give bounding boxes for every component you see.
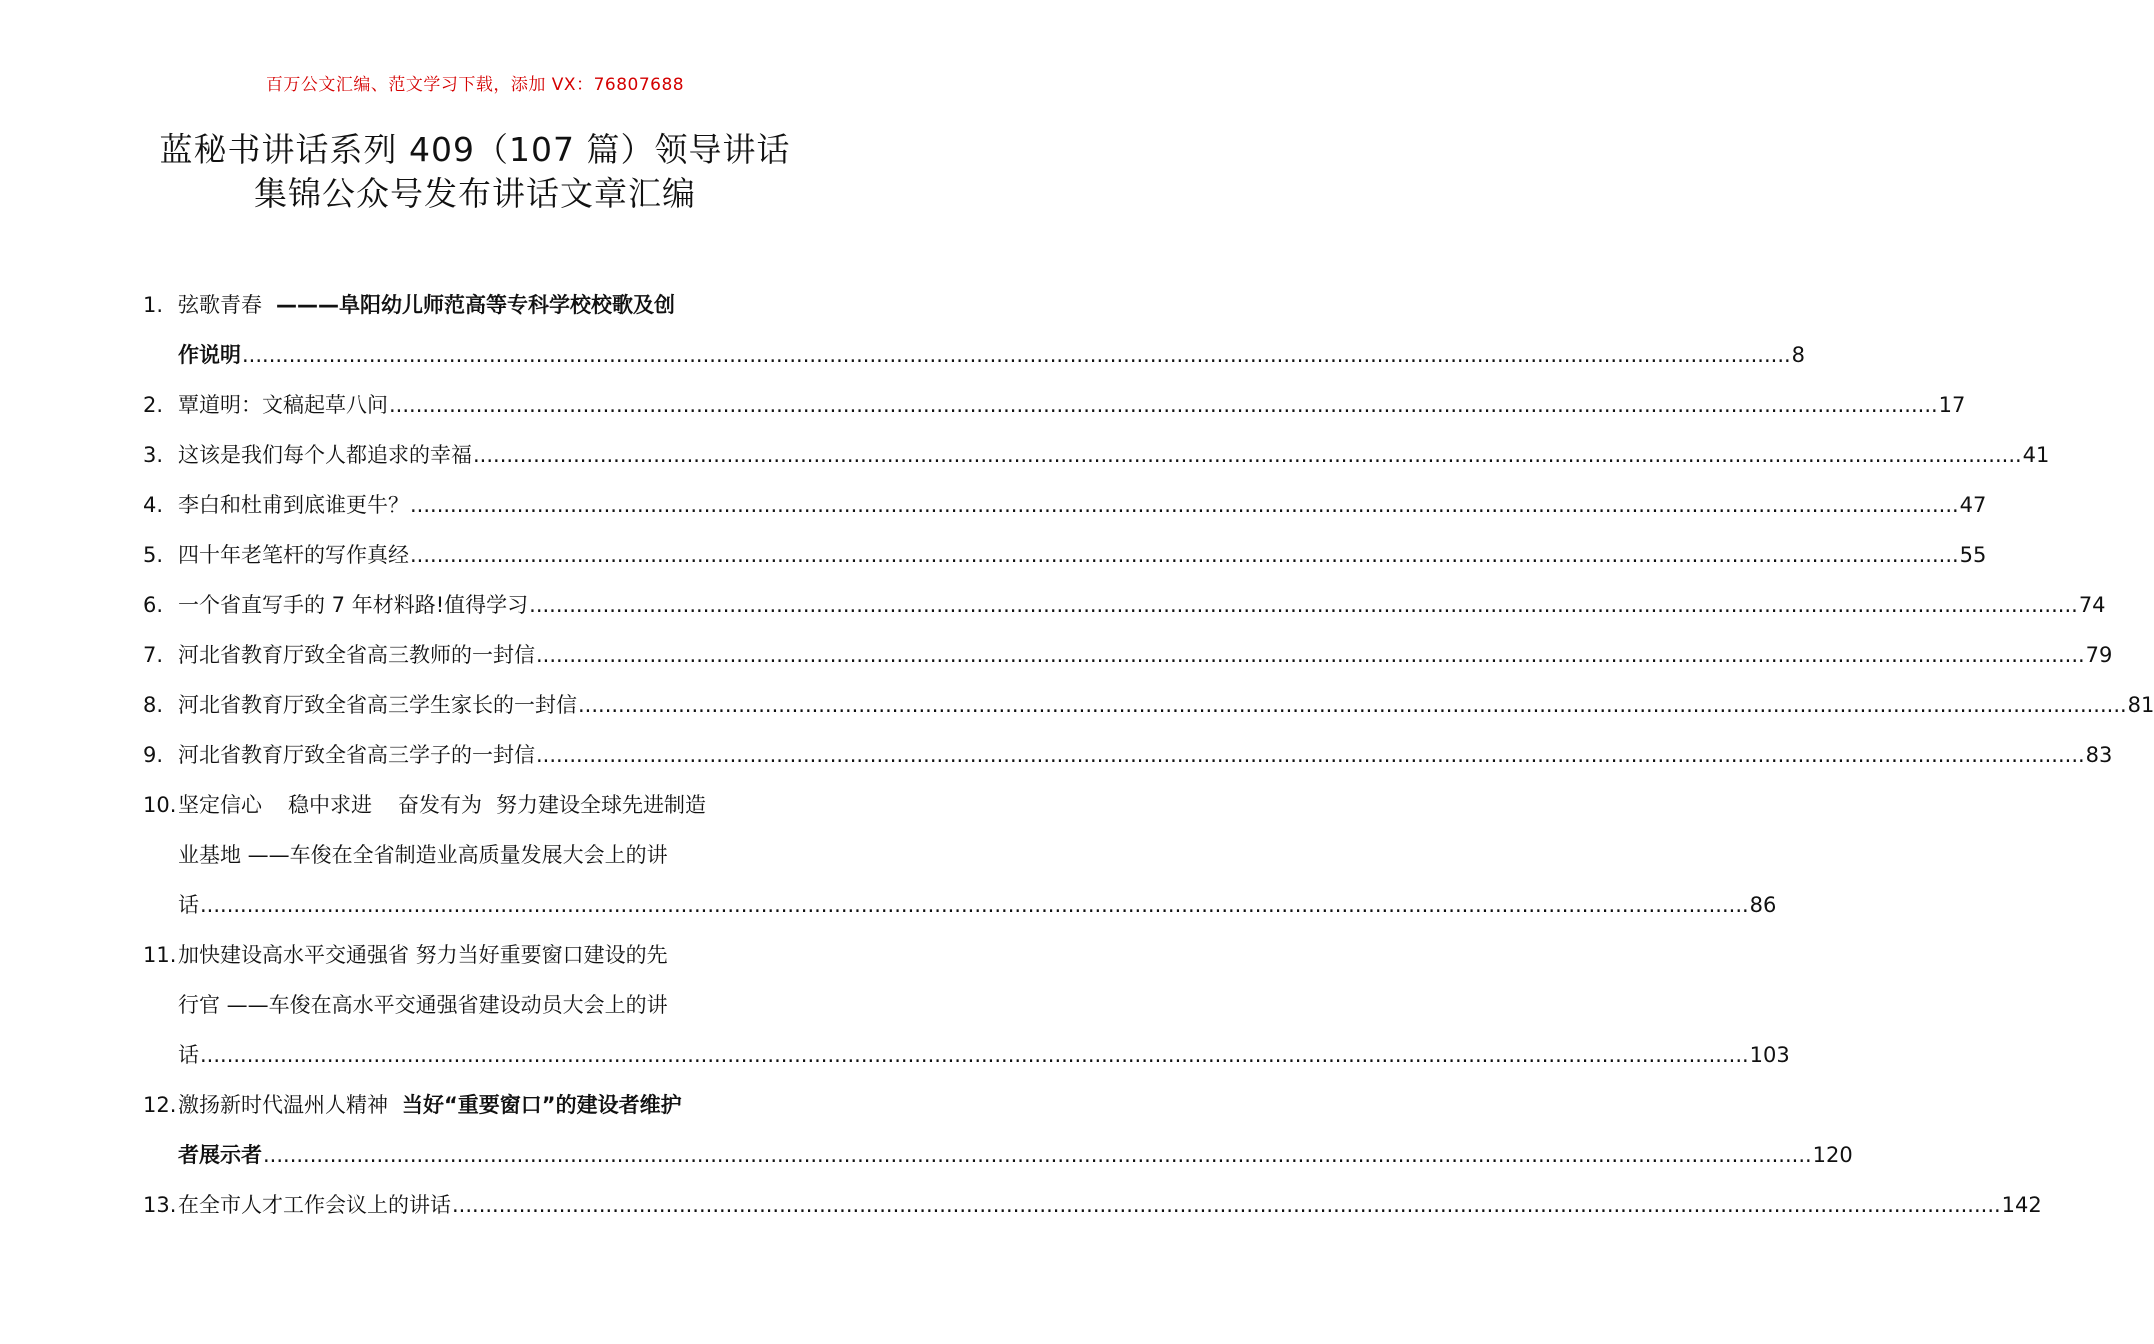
toc-number: 2.: [143, 393, 164, 417]
dot-leader: [242, 330, 1791, 380]
toc-title: 河北省教育厅致全省高三学生家长的一封信: [178, 693, 577, 717]
toc-entry[interactable]: [143, 430, 2050, 480]
toc-page-number: 142: [2001, 1193, 2042, 1217]
toc-number: 12.: [143, 1093, 177, 1117]
toc-title-part: ———阜阳幼儿师范高等专科学校校歌及创: [276, 293, 675, 317]
toc-page-number: 120: [1812, 1143, 1853, 1167]
toc-title-part: 话: [178, 893, 199, 917]
table-of-contents: [143, 280, 2154, 1230]
toc-entry[interactable]: [143, 380, 1966, 430]
watermark-header: 百万公文汇编、范文学习下载，添加 VX：76807688: [265, 75, 685, 95]
toc-title-part: 奋发有为: [398, 793, 482, 817]
toc-number: 3.: [143, 443, 164, 467]
dot-leader: [410, 480, 1959, 530]
toc-page-number: 17: [1938, 393, 1966, 417]
toc-title-part: 弦歌青春: [178, 293, 262, 317]
toc-number: 8.: [143, 693, 164, 717]
dot-leader: [452, 1180, 2001, 1230]
toc-number: 4.: [143, 493, 164, 517]
toc-title: 在全市人才工作会议上的讲话: [178, 1193, 451, 1217]
toc-title-part: 者展示者: [178, 1143, 262, 1167]
toc-page-number: 74: [2078, 593, 2106, 617]
toc-title-part: 当好“重要窗口”的建设者维护: [402, 1093, 682, 1117]
dot-leader: [200, 1030, 1749, 1080]
dot-leader: [536, 630, 2085, 680]
toc-entry[interactable]: [143, 580, 2106, 630]
toc-page-number: 81: [2127, 693, 2154, 717]
toc-title-part: 激扬新时代温州人精神: [178, 1093, 388, 1117]
toc-title: 河北省教育厅致全省高三教师的一封信: [178, 643, 535, 667]
toc-number: 9.: [143, 743, 164, 767]
toc-number: 13.: [143, 1193, 177, 1217]
toc-entry[interactable]: [143, 680, 2154, 730]
toc-number: 5.: [143, 543, 164, 567]
toc-number: 7.: [143, 643, 164, 667]
toc-title: 河北省教育厅致全省高三学子的一封信: [178, 743, 535, 767]
toc-entry[interactable]: [143, 280, 1806, 380]
dot-leader: [200, 880, 1749, 930]
toc-page-number: 41: [2022, 443, 2050, 467]
toc-page-number: 55: [1959, 543, 1987, 567]
toc-title: 这该是我们每个人都追求的幸福: [178, 443, 472, 467]
toc-title: 四十年老笔杆的写作真经: [178, 543, 409, 567]
dot-leader: [389, 380, 1938, 430]
toc-title: 李白和杜甫到底谁更牛？: [178, 493, 409, 517]
toc-title: 一个省直写手的 7 年材料路!值得学习: [178, 593, 529, 617]
toc-entry[interactable]: [143, 530, 1987, 580]
toc-number: 10.: [143, 793, 177, 817]
toc-entry[interactable]: [143, 780, 1777, 930]
title-line-1: 蓝秘书讲话系列 409（107 篇）领导讲话: [159, 130, 791, 169]
toc-page-number: 83: [2085, 743, 2113, 767]
document-title: [0, 128, 950, 216]
toc-title-part: 话: [178, 1043, 199, 1067]
toc-page-number: 86: [1749, 893, 1777, 917]
dot-leader: [578, 680, 2127, 730]
toc-title-part: 业基地 ——车俊在全省制造业高质量发展大会上的讲: [178, 843, 668, 867]
toc-number: 11.: [143, 943, 177, 967]
toc-page-number: 79: [2085, 643, 2113, 667]
dot-leader: [263, 1130, 1812, 1180]
dot-leader: [536, 730, 2085, 780]
toc-title-part: 努力建设全球先进制造: [496, 793, 706, 817]
toc-entry[interactable]: [143, 480, 1987, 530]
toc-number: 1.: [143, 293, 164, 317]
toc-number: 6.: [143, 593, 164, 617]
toc-page-number: 103: [1749, 1043, 1790, 1067]
toc-page-number: 47: [1959, 493, 1987, 517]
toc-page-number: 8: [1791, 343, 1806, 367]
toc-entry[interactable]: [143, 630, 2113, 680]
toc-entry[interactable]: [143, 930, 1790, 1080]
dot-leader: [473, 430, 2022, 480]
toc-title-part: 稳中求进: [288, 793, 372, 817]
toc-title-part: 坚定信心: [178, 793, 262, 817]
toc-title-part: 作说明: [178, 343, 241, 367]
toc-entry[interactable]: [143, 730, 2113, 780]
dot-leader: [529, 580, 2078, 630]
toc-title-part: 加快建设高水平交通强省 努力当好重要窗口建设的先: [178, 943, 668, 967]
dot-leader: [410, 530, 1959, 580]
toc-entry[interactable]: [143, 1080, 1853, 1180]
toc-entry[interactable]: [143, 1180, 2042, 1230]
toc-title: 覃道明：文稿起草八问: [178, 393, 388, 417]
toc-title-part: 行官 ——车俊在高水平交通强省建设动员大会上的讲: [178, 993, 668, 1017]
title-line-2: 集锦公众号发布讲话文章汇编: [254, 174, 696, 213]
